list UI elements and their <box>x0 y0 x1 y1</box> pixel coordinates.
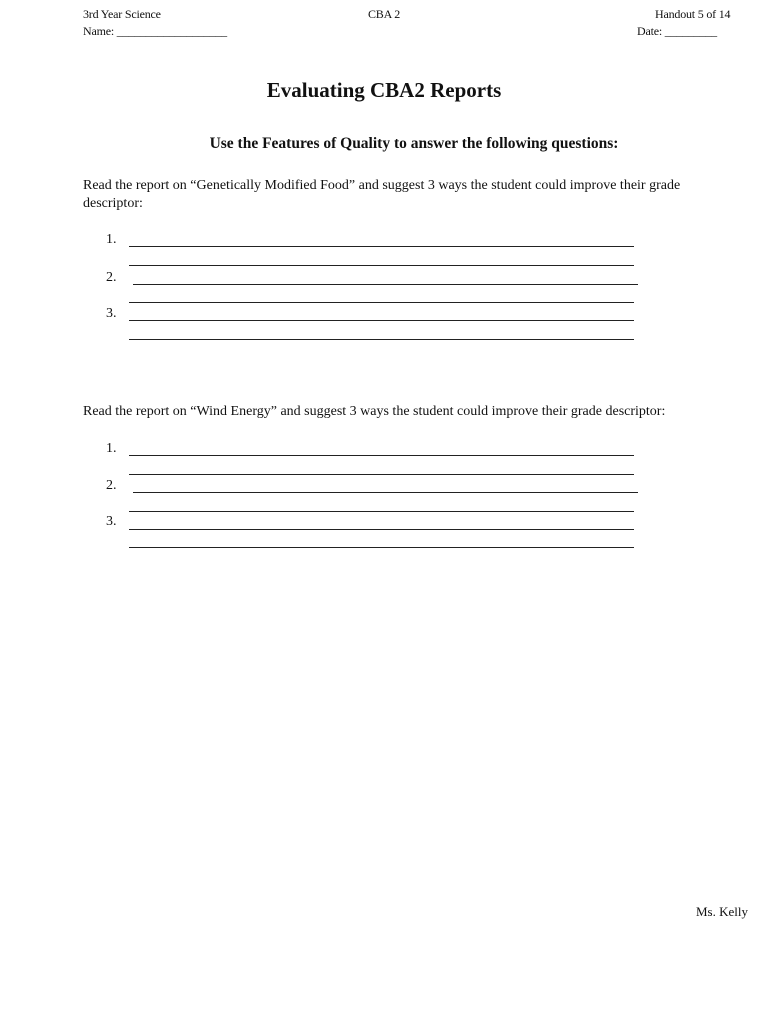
answer-line <box>129 474 634 475</box>
instructions-heading: Use the Features of Quality to answer the following questions: <box>209 135 619 152</box>
answer-line <box>129 302 634 303</box>
author-name: Ms. Kelly <box>696 904 748 919</box>
list-item-number: 3. <box>106 306 117 321</box>
unit-label: CBA 2 <box>368 7 401 21</box>
answer-line <box>129 246 634 247</box>
question-prompt-wind-energy: Read the report on “Wind Energy” and suggest 3 ways the student could improve their grade descriptor: <box>83 404 666 419</box>
handout-label: Handout 5 of 14 <box>655 7 731 21</box>
list-item-number: 2. <box>106 270 117 285</box>
answer-line <box>129 320 634 321</box>
answer-line <box>133 492 638 493</box>
answer-line <box>129 339 634 340</box>
list-item-number: 1. <box>106 441 117 456</box>
list-item-number: 2. <box>106 478 117 493</box>
course-label: 3rd Year Science <box>83 7 161 21</box>
answer-line <box>129 265 634 266</box>
answer-line <box>129 455 634 456</box>
answer-line <box>129 511 634 512</box>
list-item-number: 1. <box>106 232 117 247</box>
question-prompt-gm-food: Read the report on “Genetically Modified Food” and suggest 3 ways the student could improve their grade descriptor: <box>83 178 681 211</box>
page-title: Evaluating CBA2 Reports <box>266 78 502 102</box>
answer-line <box>129 547 634 548</box>
answer-line <box>133 284 638 285</box>
list-item-number: 3. <box>106 514 117 529</box>
date-field: Date: _________ <box>637 24 717 38</box>
name-field: Name: ___________________ <box>83 24 227 38</box>
answer-line <box>129 529 634 530</box>
